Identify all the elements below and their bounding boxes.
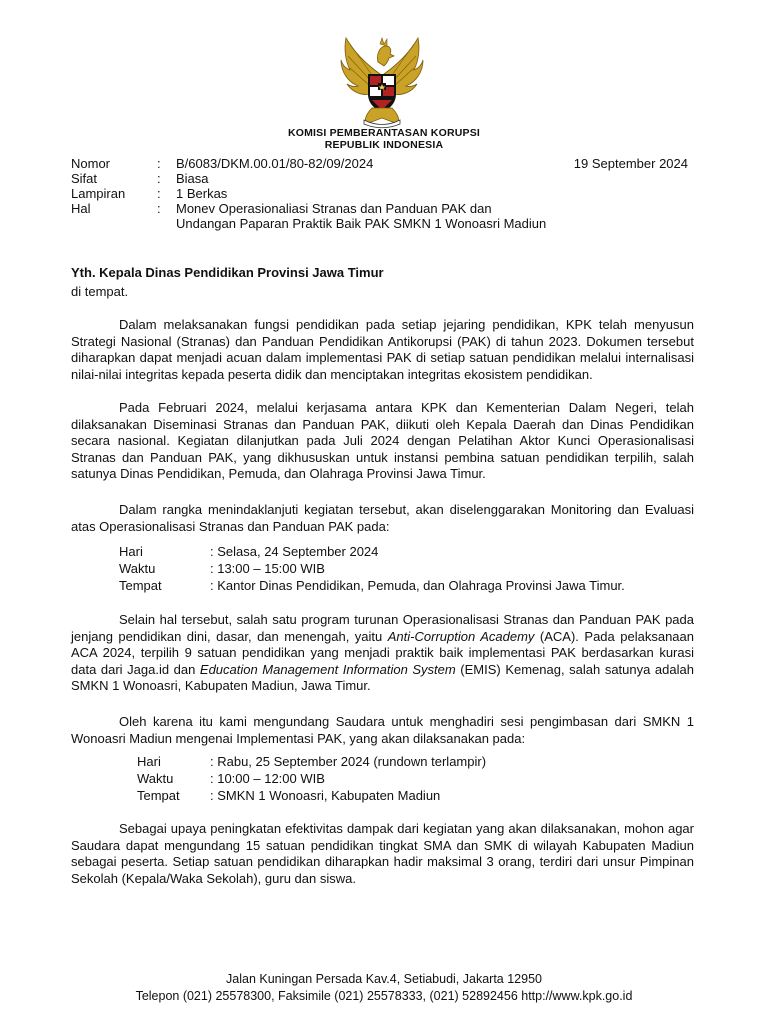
schedule-label: Hari <box>119 544 143 559</box>
paragraph-3: Dalam rangka menindaklanjuti kegiatan tersebut, akan diselenggarakan Monitoring dan Evaluasi atas Operasionalisasi Stranas dan Panduan PAK pada: <box>71 502 694 534</box>
paragraph-4-italic: Education Management Information System <box>199 661 456 677</box>
nomor-value: B/6083/DKM.00.01/80-82/09/2024 <box>176 156 374 171</box>
recipient-name: Yth. Kepala Dinas Pendidikan Provinsi Jawa Timur <box>71 265 384 280</box>
schedule-label: Tempat <box>137 788 180 803</box>
separator: : <box>157 201 161 216</box>
schedule-label: Hari <box>137 754 161 769</box>
schedule-value: : Selasa, 24 September 2024 <box>210 544 379 559</box>
paragraph-4-text: (EMIS) Kemenag, salah satunya adalah SMKN 1 Wonoasri, Kabupaten Madiun, Jawa Timur. <box>71 661 694 694</box>
paragraph-4-italic: Anti-Corruption Academy <box>387 628 535 644</box>
schedule-label: Waktu <box>137 771 174 786</box>
sifat-label: Sifat <box>71 171 98 186</box>
organization-country: REPUBLIK INDONESIA <box>324 139 444 151</box>
footer-contact: Telepon (021) 25578300, Faksimile (021) 25578333, (021) 52892456 http://www.kpk.go.id <box>135 989 633 1003</box>
paragraph-2: Pada Februari 2024, melalui kerjasama antara KPK dan Kementerian Dalam Negeri, telah dilaksanakan Diseminasi Stranas dan Panduan PAK, diikuti oleh Kepala Daerah dan Dinas Pendidikan secara nasional. Kegiatan dilanjutkan pada Juli 2024 dengan Pelatihan Aktor Kunci Operasionalisasi Stranas dan Panduan PAK, yang dikhususkan untuk instansi pembina satuan pendidikan terpilih, salah satunya Dinas Pendidikan, Pemuda, dan Olahraga Provinsi Jawa Timur. <box>71 400 694 482</box>
schedule-value: : 10:00 – 12:00 WIB <box>210 771 325 786</box>
schedule-value: : 13:00 – 15:00 WIB <box>210 561 325 576</box>
paragraph-4-text: Selain hal tersebut, salah satu program turunan Operasionalisasi Stranas dan Panduan PAK pada jenjang pendidikan dini, dasar, dan menengah, yaitu <box>71 612 694 644</box>
sifat-value: Biasa <box>176 171 209 186</box>
footer-address: Jalan Kuningan Persada Kav.4, Setiabudi, Jakarta 12950 <box>226 972 542 986</box>
paragraph-5: Oleh karena itu kami mengundang Saudara untuk menghadiri sesi pengimbasan dari SMKN 1 Wonoasri Madiun mengenai Implementasi PAK, yang akan dilaksanakan pada: <box>71 714 694 746</box>
schedule-value: : SMKN 1 Wonoasri, Kabupaten Madiun <box>210 788 441 803</box>
separator: : <box>157 171 161 186</box>
lampiran-label: Lampiran <box>71 186 126 201</box>
garuda-emblem-icon <box>336 34 428 130</box>
separator: : <box>157 156 161 171</box>
schedule-value: : Kantor Dinas Pendidikan, Pemuda, dan Olahraga Provinsi Jawa Timur. <box>210 578 625 593</box>
schedule-label: Tempat <box>119 578 162 593</box>
schedule-value: : Rabu, 25 September 2024 (rundown terlampir) <box>210 754 487 769</box>
separator: : <box>157 186 161 201</box>
organization-name: KOMISI PEMBERANTASAN KORUPSI <box>287 127 481 139</box>
lampiran-value: 1 Berkas <box>176 186 228 201</box>
paragraph-6: Sebagai upaya peningkatan efektivitas dampak dari kegiatan yang akan dilaksanakan, mohon agar Saudara dapat mengundang 15 satuan pendidikan tingkat SMA dan SMK di wilayah Kabupaten Madiun sebagai peserta. Setiap satuan pendidikan diharapkan hadir maksimal 3 orang, terdiri dari unsur Pimpinan Sekolah (Kepala/Waka Sekolah), guru dan siswa. <box>71 821 694 886</box>
paragraph-1: Dalam melaksanakan fungsi pendidikan pada setiap jejaring pendidikan, KPK telah menyusun Strategi Nasional (Stranas) dan Panduan Pendidikan Antikorupsi (PAK) di tahun 2023. Dokumen tersebut diharapkan dapat menjadi acuan dalam implementasi PAK di setiap satuan pendidikan melalui internalisasi nilai-nilai integritas kepada peserta didik dan menciptakan integritas ekosistem pendidikan. <box>71 317 694 382</box>
letter-date: 19 September 2024 <box>573 156 688 171</box>
hal-value-line2: Undangan Paparan Praktik Baik PAK SMKN 1 Wonoasri Madiun <box>176 216 547 231</box>
paragraph-4 <box>71 612 694 695</box>
schedule-label: Waktu <box>119 561 156 576</box>
recipient-place: di tempat. <box>71 284 129 299</box>
paragraph-4-text: (ACA). Pada pelaksanaan ACA 2024, terpilih 9 satuan pendidikan yang menjadi praktik baik implementasi PAK berdasarkan kurasi data dari Jaga.id dan <box>71 628 694 677</box>
hal-value-line1: Monev Operasionaliasi Stranas dan Panduan PAK dan <box>176 201 492 216</box>
nomor-label: Nomor <box>71 156 111 171</box>
hal-label: Hal <box>71 201 91 216</box>
